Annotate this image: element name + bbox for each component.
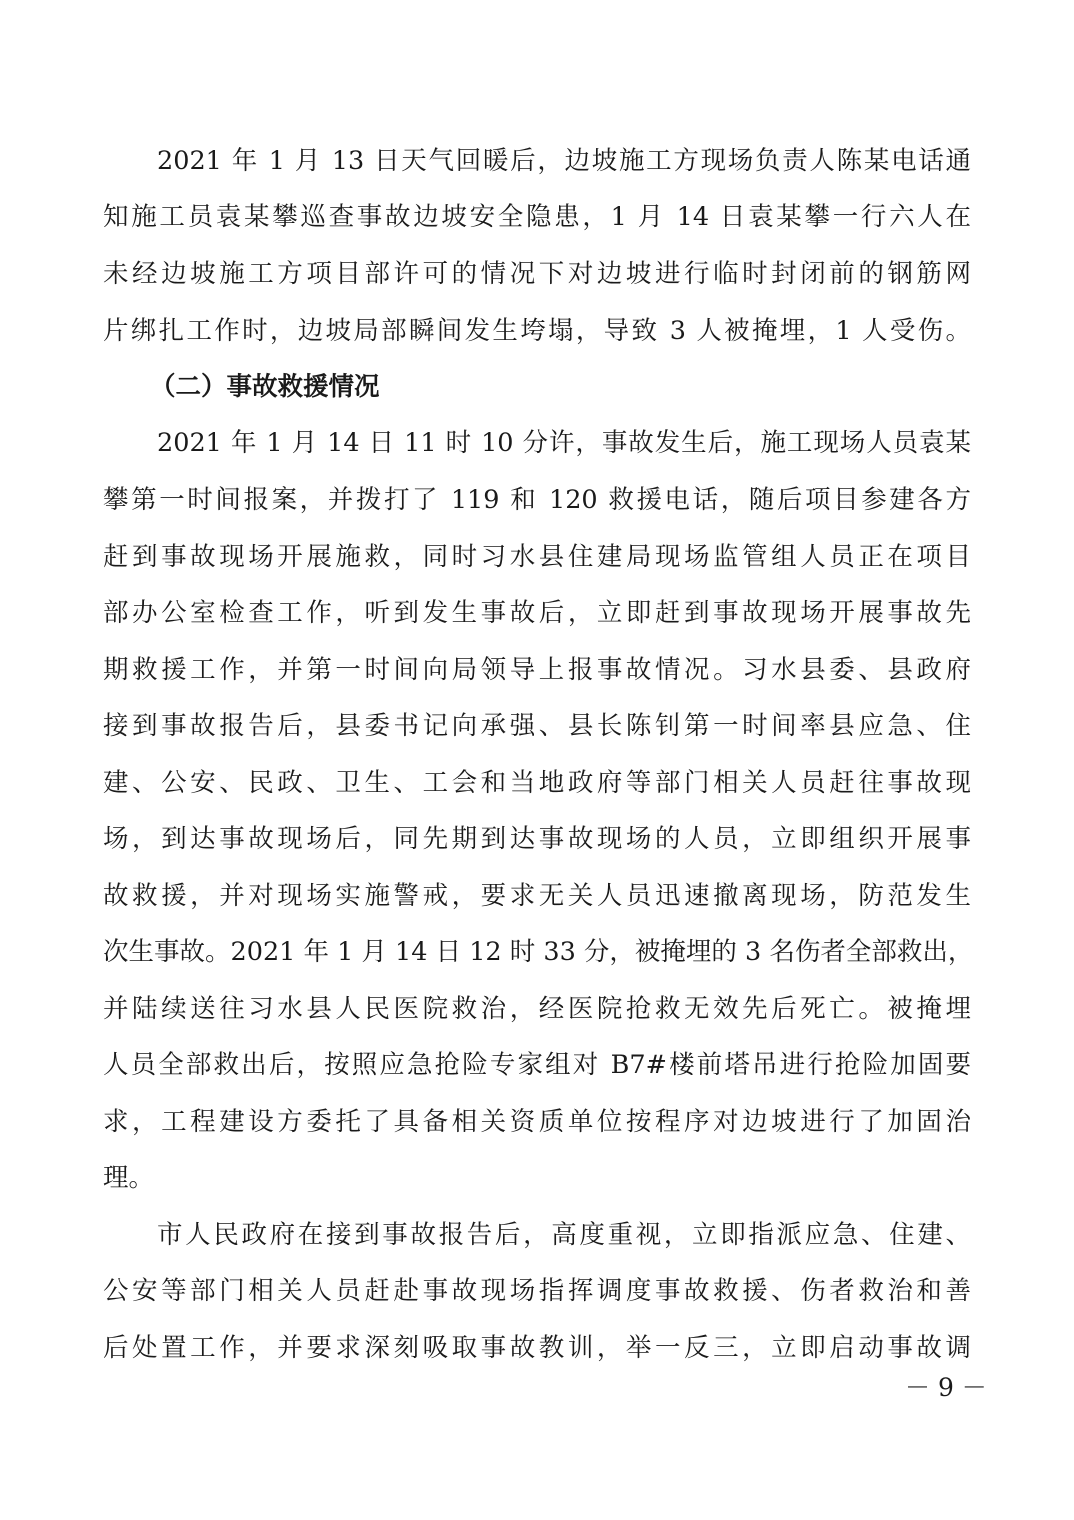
text-line: 人员全部救出后，按照应急抢险专家组对 B7#楼前塔吊进行抢险加固要	[103, 1050, 971, 1080]
text-line: 后处置工作，并要求深刻吸取事故教训，举一反三，立即启动事故调	[103, 1333, 971, 1363]
text-line: 次生事故。2021 年 1 月 14 日 12 时 33 分，被掩埋的 3 名伤者全部救出，	[103, 937, 974, 967]
text-line: 知施工员袁某攀巡查事故边坡安全隐患，1 月 14 日袁某攀一行六人在	[103, 202, 971, 232]
text-line: 接到事故报告后，县委书记向承强、县长陈钊第一时间率县应急、住	[103, 711, 971, 741]
text-line: 2021 年 1 月 14 日 11 时 10 分许，事故发生后，施工现场人员袁某	[157, 428, 971, 458]
text-line: 建、公安、民政、卫生、工会和当地政府等部门相关人员赶往事故现	[103, 768, 971, 798]
text-line: 2021 年 1 月 13 日天气回暖后，边坡施工方现场负责人陈某电话通	[157, 146, 971, 176]
page-number: － 9 －	[905, 1373, 987, 1402]
text-line: 攀第一时间报案，并拨打了 119 和 120 救援电话，随后项目参建各方	[103, 485, 971, 515]
text-line: 市人民政府在接到事故报告后，高度重视，立即指派应急、住建、	[157, 1220, 971, 1250]
text-line: 故救援，并对现场实施警戒，要求无关人员迅速撤离现场，防范发生	[103, 881, 971, 911]
text-line: 赶到事故现场开展施救，同时习水县住建局现场监管组人员正在项目	[103, 542, 971, 572]
text-line: 理。	[103, 1163, 155, 1193]
text-line: 并陆续送往习水县人民医院救治，经医院抢救无效先后死亡。被掩埋	[103, 994, 971, 1024]
text-line: 期救援工作，并第一时间向局领导上报事故情况。习水县委、县政府	[103, 655, 971, 685]
text-line: 片绑扎工作时，边坡局部瞬间发生垮塌，导致 3 人被掩埋，1 人受伤。	[103, 316, 971, 346]
text-line: 场，到达事故现场后，同先期到达事故现场的人员，立即组织开展事	[103, 824, 971, 854]
text-line: 求，工程建设方委托了具备相关资质单位按程序对边坡进行了加固治	[103, 1107, 971, 1137]
text-line: 未经边坡施工方项目部许可的情况下对边坡进行临时封闭前的钢筋网	[103, 259, 971, 289]
text-line: 部办公室检查工作，听到发生事故后，立即赶到事故现场开展事故先	[103, 598, 971, 628]
text-line: 公安等部门相关人员赶赴事故现场指挥调度事故救援、伤者救治和善	[103, 1276, 971, 1306]
section-heading: （二）事故救援情况	[150, 372, 380, 402]
